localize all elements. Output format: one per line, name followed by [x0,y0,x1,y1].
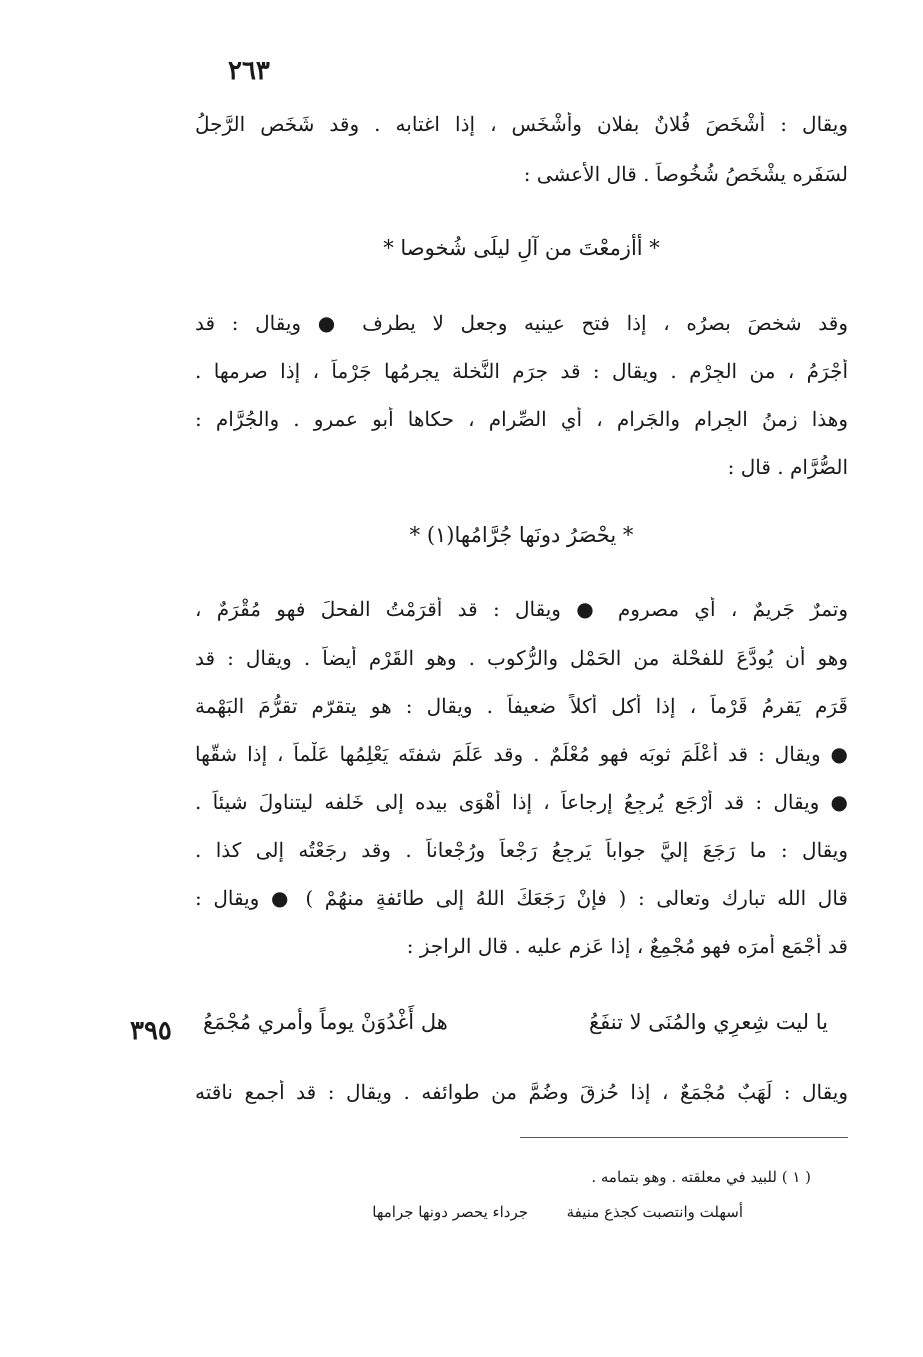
body-line: قَرَم يَقرِمُ قَرْماً ، إذا أَكل أكلاً ضعيفاً . ويقال : هو يتقرّم تقرُّمَ البَهْمة [195,694,848,718]
body-line: وتمرٌ جَرِيمٌ ، أي مصروم ● ويقال : قد أَقرَمْتُ الفحلَ فهو مُقْرَمٌ ، [195,597,848,621]
body-line: وقد شخصَ بصرُه ، إذا فتح عينيه وجعل لا يطرف ● ويقال : قد [195,311,848,335]
body-line: لسَفَرِه يشْخَصُ شُخُوصاً . قال الأعشى : [523,162,848,186]
body-line: ويقال : لَهَبٌ مُجْمَعٌ ، إذا حُزِقَ وضُمَّ من طوائفه . ويقال : قد أجمع ناقته [195,1080,848,1104]
footnote-hemistich: جرداء يحصر دونها جرامها [372,1203,528,1221]
body-line: قال الله تبارك وتعالى : ( فإنْ رَجَعَكَ اللهُ إلى طائفةٍ منهُمْ ) ● ويقال : [195,886,848,910]
couplet-second-hemistich: هل أَغْدُوَنْ يوماً وأمري مُجْمَعُ [203,1010,448,1034]
body-line: ● ويقال : قد أَعْلَمَ ثوبَه فهو مُعْلَمٌ . وقد عَلَمَ شفتَه يَعْلِمُها عَلْماً ، إذا شقّها [195,742,848,766]
verse-line: * أأزمعْتَ من آلِ ليلَى شُخوصا * [383,236,660,260]
body-line: ويقال : ما رَجَعَ إليَّ جواباً يَرجِعُ رَجْعاً ورُجْعاناً . وقد رجَعْتُه إلى كذا . [195,838,848,862]
page-number: ٢٦٣ [228,56,270,86]
verse-line: * يحْصَرُ دونَها جُرَّامُها(١) * [409,523,634,547]
footnote-divider [520,1137,848,1138]
body-line: ● ويقال : قد أَرْجَع يُرجِعُ إرجاعاً ، إذا أهْوَى بيده إلى خَلفه ليتناولَ شيئاً . [195,790,848,814]
body-line: قد أجْمَع أمرَه فهو مُجْمِعٌ ، إذا عَزم عليه . قال الراجز : [406,934,848,958]
body-line: الصُّرَّام . قال : [727,455,848,479]
margin-number: ٣٩٥ [130,1016,172,1046]
footnote-text: ( ١ ) للبيد في معلقته . وهو بتمامه . [591,1168,811,1186]
footnote-hemistich: أسهلت وانتصبت كجذع منيفة [566,1203,743,1221]
couplet-first-hemistich: يا ليت شِعرِي والمُنَى لا تنفَعُ [588,1010,828,1034]
body-line: وهذا زمنُ الجِرام والجَرام ، أي الصِّرام ، حكاها أبو عمرو . والجُرَّام : [195,407,848,431]
body-line: أَجْرَمُ ، من الجِرْم . ويقال : قد جرَم النَّخلة يجرمُها جَرْماً ، إذا صرمها . [195,359,848,383]
body-line: وهو أن يُودَّعَ للفحْلة من الحَمْلِ والرُّكوب . وهو القَرْم أيضاً . ويقال : قد [195,646,848,670]
body-line: ويقال : أَشْخَصَ فُلانٌ بفلانٍ وأَشْخَس ، إذا اغتابه . وقد شَخَص الرَّجلُ [195,112,848,136]
couplet [195,1010,848,1050]
